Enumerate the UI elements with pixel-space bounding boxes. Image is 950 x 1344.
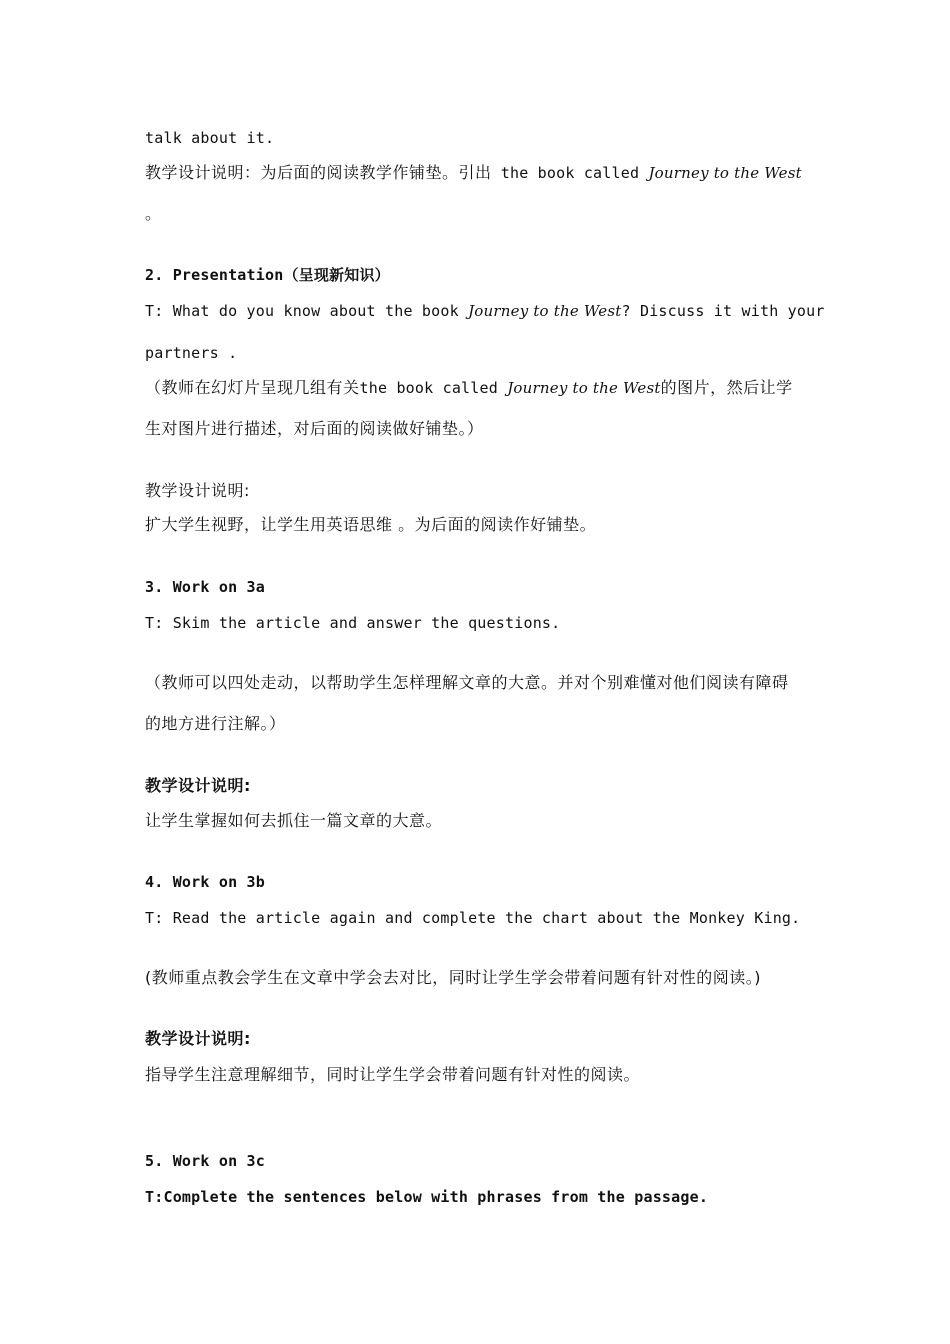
design-text-3b: 指导学生注意理解细节，同时让学生学会带着问题有针对性的阅读。 bbox=[145, 1065, 641, 1084]
design-text-3a: 让学生掌握如何去抓住一篇文章的大意。 bbox=[145, 811, 443, 830]
teacher-note-3b: (教师重点教会学生在文章中学会去对比，同时让学生学会带着问题有针对性的阅读。) bbox=[145, 968, 761, 987]
design-label-3a: 教学设计说明: bbox=[145, 776, 251, 795]
presentation-design-text: 扩大学生视野，让学生用英语思维 。为后面的阅读作好铺垫。 bbox=[145, 515, 597, 534]
section-heading-3b: 4. Work on 3b bbox=[145, 873, 265, 891]
note-part-b: the book called bbox=[359, 379, 508, 397]
presentation-question-end: partners . bbox=[145, 344, 238, 362]
question-book-title: Journey to the West bbox=[468, 302, 622, 320]
question-part-b: ? Discuss it with your bbox=[621, 302, 825, 320]
presentation-teacher-note bbox=[145, 378, 807, 398]
question-part-a: T: What do you know about the book bbox=[145, 302, 469, 320]
task-3c: T:Complete the sentences below with phrases from the passage. bbox=[145, 1188, 709, 1206]
teacher-note-3a-end: 的地方进行注解。） bbox=[145, 714, 286, 733]
paragraph-continuation: talk about it. bbox=[145, 129, 275, 147]
teacher-note-3a: （教师可以四处走动，以帮助学生怎样理解文章的大意。并对个别难懂对他们阅读有障碍 bbox=[145, 673, 789, 692]
design-note-intro bbox=[145, 163, 807, 183]
design-note-label: 教学设计说明：为后面的阅读教学作铺垫。引出 bbox=[145, 163, 492, 182]
book-title: Journey to the West bbox=[648, 164, 802, 182]
design-note-text: the book called bbox=[491, 164, 649, 182]
presentation-design-label: 教学设计说明: bbox=[145, 481, 250, 500]
section-heading-presentation: 2. Presentation（呈现新知识） bbox=[145, 266, 390, 284]
section-heading-3c: 5. Work on 3c bbox=[145, 1152, 265, 1170]
note-book-title: Journey to the West bbox=[507, 379, 661, 397]
design-note-end: 。 bbox=[145, 204, 162, 223]
task-3b: T: Read the article again and complete the chart about the Monkey King. bbox=[145, 909, 801, 927]
design-label-3b: 教学设计说明: bbox=[145, 1029, 251, 1048]
note-part-a: （教师在幻灯片呈现几组有关 bbox=[145, 378, 360, 397]
presentation-question bbox=[145, 301, 825, 321]
task-3a: T: Skim the article and answer the questions. bbox=[145, 614, 561, 632]
section-heading-3a: 3. Work on 3a bbox=[145, 578, 265, 596]
presentation-teacher-note-end: 生对图片进行描述，对后面的阅读做好铺垫。） bbox=[145, 419, 484, 438]
note-part-c: 的图片，然后让学 bbox=[660, 378, 793, 397]
